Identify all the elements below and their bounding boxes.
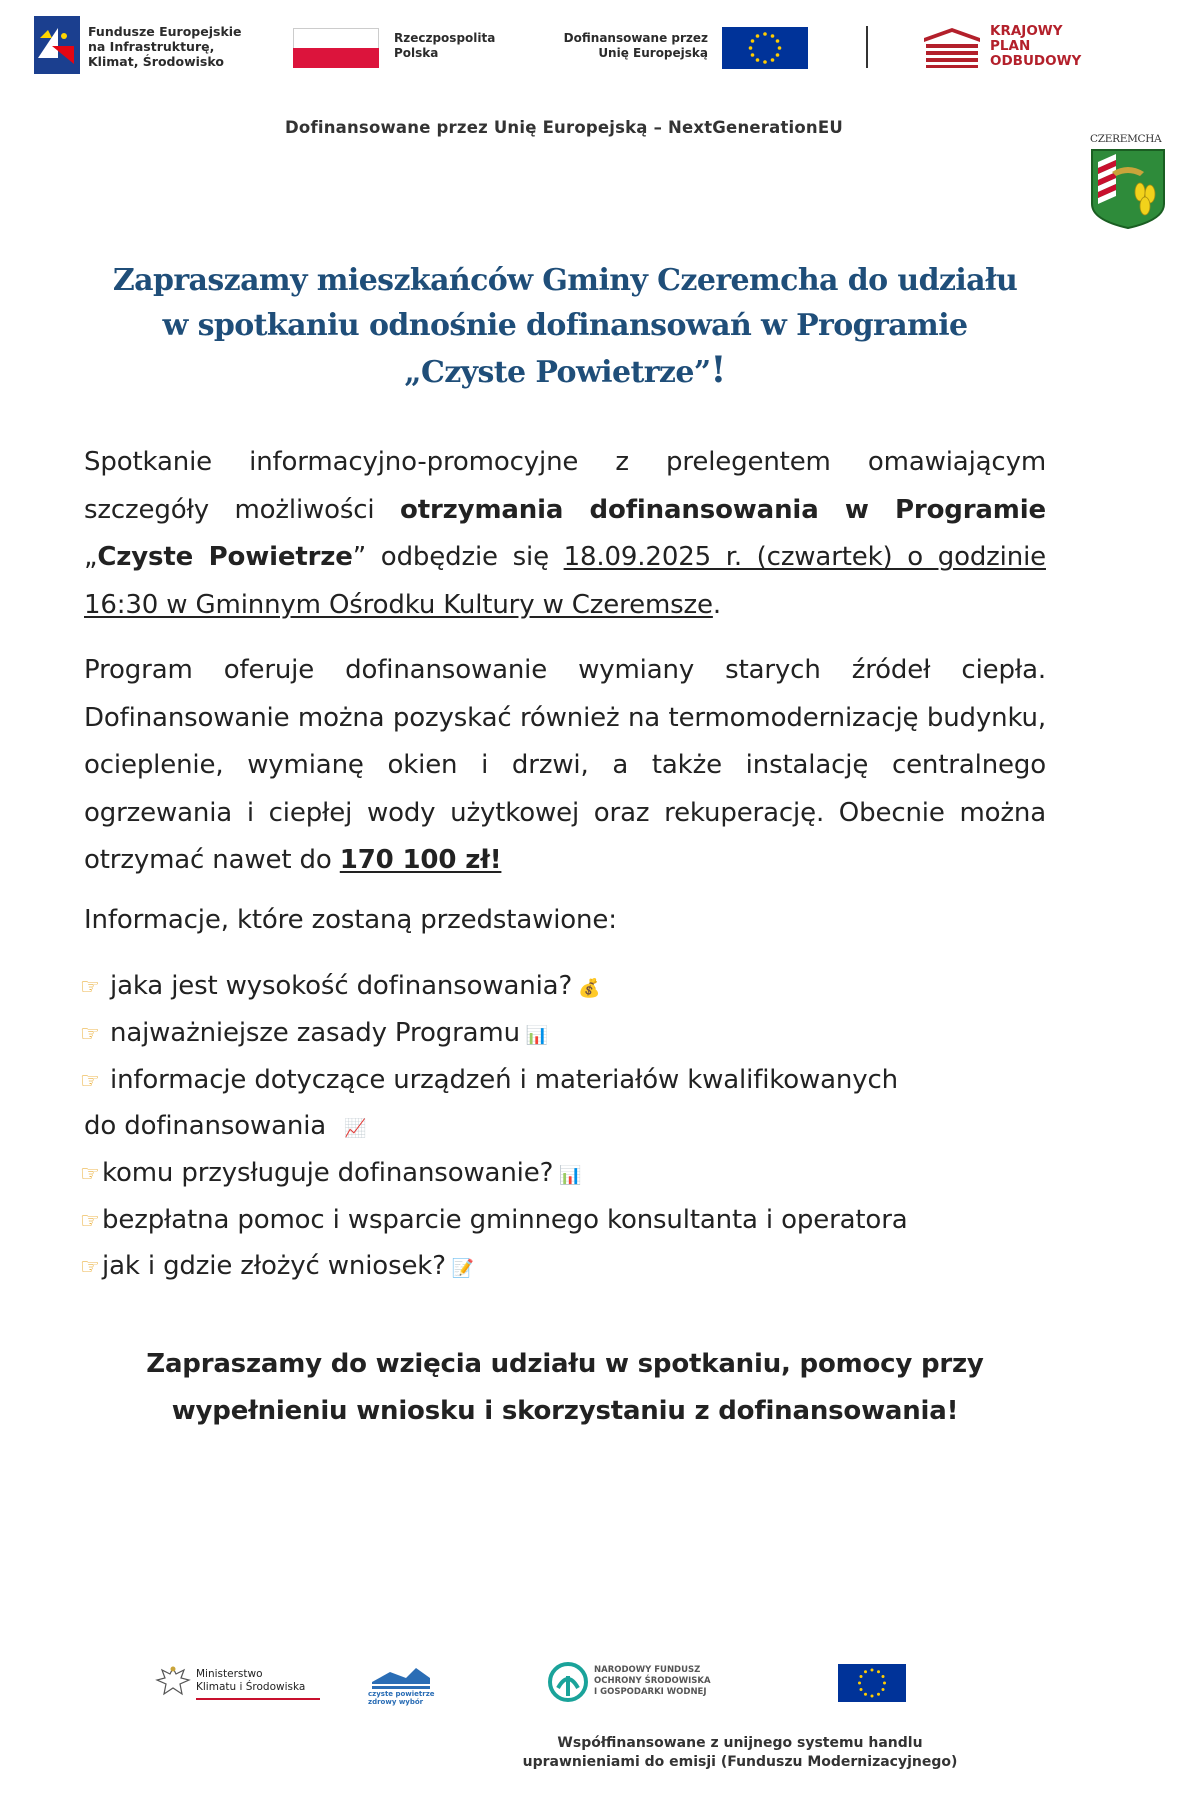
bar-chart-icon: 📊 [525, 1025, 549, 1046]
ministerstwo-underline [196, 1698, 320, 1700]
list-item-text: jaka jest wysokość dofinansowania? [110, 971, 573, 1001]
cofin-line1: Współfinansowane z unijnego systemu handlu [557, 1735, 923, 1751]
fundusze-europejskie-label [88, 24, 242, 69]
polish-flag-icon [293, 28, 379, 68]
crest-label: CZEREMCHA [1090, 133, 1162, 145]
header-divider [866, 26, 868, 68]
trend-chart-icon: 📈 [344, 1118, 367, 1139]
fe-line2: na Infrastrukturę, [88, 39, 215, 54]
mks-line1: Ministerstwo [196, 1668, 263, 1680]
pointing-hand-icon: ☞ [80, 1022, 100, 1047]
list-item [80, 964, 1070, 1011]
list-item-text: bezpłatna pomoc i wsparcie gminnego konsultanta i operatora [102, 1205, 908, 1235]
p1-date-location: 18.09.2025 r. (czwartek) o godzinie 16:30 w Gminnym Ośrodku Kultury w Czeremsze [84, 542, 1046, 620]
p1-text3: ” odbędzie się [352, 542, 564, 572]
eu-flag-icon [722, 27, 808, 69]
cofin-line2: uprawnieniami do emisji (Funduszu Modernizacyjnego) [522, 1754, 958, 1770]
memo-icon: 📝 [451, 1258, 475, 1279]
kpo-line3: ODBUDOWY [990, 53, 1082, 69]
bar-chart-icon: 📊 [559, 1165, 582, 1186]
list-item-continuation [80, 1104, 1070, 1151]
list-item [80, 1058, 1070, 1104]
kpo-logo-icon [922, 26, 982, 68]
eu-line2: Unię Europejską [598, 46, 708, 60]
p1-text2: „ [84, 542, 98, 572]
kpo-line1: KRAJOWY [990, 23, 1063, 39]
p1-text1: Spotkanie informacyjno-promocyjne z prelegentem omawiającym szczegóły możliwości [84, 447, 1046, 525]
list-item-text: najważniejsze zasady Programu [110, 1018, 520, 1048]
kpo-label [990, 24, 1081, 69]
p1-text4: . [712, 589, 721, 620]
nfosigw-logo-icon [548, 1662, 588, 1702]
ministerstwo-label [196, 1668, 305, 1694]
p1-bold-program: otrzymania dofinansowania w Programie [400, 494, 1046, 525]
list-item [80, 1151, 1070, 1198]
fe-line1: Fundusze Europejskie [88, 24, 242, 39]
title-line2: w spotkaniu odnośnie dofinansowań w Programie [162, 308, 968, 343]
kpo-line2: PLAN [990, 38, 1031, 54]
nextgeneration-label: Dofinansowane przez Unię Europejską – NextGenerationEU [285, 118, 843, 137]
list-item-text: do dofinansowania [84, 1111, 327, 1141]
rzeczpospolita-label [394, 31, 495, 61]
info-intro: Informacje, które zostaną przedstawione: [84, 905, 617, 935]
eu-cofinancing-label [540, 31, 708, 61]
p1-bold-czyste: Czyste Powietrze [97, 542, 353, 572]
closing-line1: Zapraszamy do wzięcia udziału w spotkaniu, pomocy przy [146, 1349, 984, 1379]
pointing-hand-icon: ☞ [80, 975, 100, 1000]
cp-line2: zdrowy wybór [368, 1698, 424, 1706]
fundusze-europejskie-logo [34, 16, 80, 74]
eu-line1: Dofinansowane przez [563, 31, 708, 45]
eu-flag-footer-icon [838, 1664, 906, 1702]
meeting-paragraph [84, 439, 1046, 629]
list-item [80, 1244, 1070, 1291]
pl-line2: Polska [394, 46, 439, 60]
title-line3 [80, 348, 1050, 395]
pl-line1: Rzeczpospolita [394, 31, 496, 45]
pointing-hand-icon: ☞ [80, 1209, 100, 1234]
closing-invitation [60, 1341, 1070, 1435]
money-bag-icon: 💰 [578, 978, 601, 999]
nfosigw-label [594, 1665, 711, 1698]
cp-line1: czyste powietrze [368, 1690, 435, 1698]
list-item-text: jak i gdzie złożyć wniosek? [102, 1251, 446, 1281]
list-item-text: komu przysługuje dofinansowanie? [102, 1158, 554, 1188]
program-paragraph [84, 647, 1046, 885]
cofinancing-note [440, 1734, 1040, 1772]
nf-line3: I GOSPODARKI WODNEJ [594, 1687, 707, 1697]
czeremcha-crest-icon [1090, 148, 1166, 230]
pointing-hand-icon: ☞ [80, 1069, 100, 1094]
polish-eagle-icon [154, 1664, 192, 1702]
list-item [80, 1011, 1070, 1058]
pointing-hand-icon: ☞ [80, 1162, 100, 1187]
title-program-name: „Czyste Powietrze” [404, 355, 711, 390]
nf-line2: OCHRONY ŚRODOWISKA [594, 1676, 711, 1686]
info-list [80, 964, 1070, 1291]
list-item-text: informacje dotyczące urządzeń i materiałów kwalifikowanych [110, 1065, 898, 1095]
title-exclaim: ! [710, 349, 726, 391]
list-item [80, 1198, 1070, 1244]
closing-line2: wypełnieniu wniosku i skorzystaniu z dofinansowania! [171, 1396, 959, 1426]
p2-amount: 170 100 zł! [339, 845, 502, 875]
title-line1: Zapraszamy mieszkańców Gminy Czeremcha do udziału [112, 263, 1018, 298]
fe-line3: Klimat, Środowisko [88, 54, 224, 69]
p2-text: Program oferuje dofinansowanie wymiany starych źródeł ciepła. Dofinansowanie można pozyskać również na termomodernizację budynku, ocieplenie, wymianę okien i drzwi, a także instalację centralnego ogrzewania i ciepłej wody użytkowej oraz rekuperację. Obecnie można otrzymać nawet do [84, 655, 1046, 875]
mks-line2: Klimatu i Środowiska [196, 1681, 306, 1693]
czyste-powietrze-label [368, 1690, 435, 1706]
nf-line1: NARODOWY FUNDUSZ [594, 1665, 701, 1675]
page-title [80, 258, 1050, 395]
pointing-hand-icon: ☞ [80, 1255, 100, 1280]
